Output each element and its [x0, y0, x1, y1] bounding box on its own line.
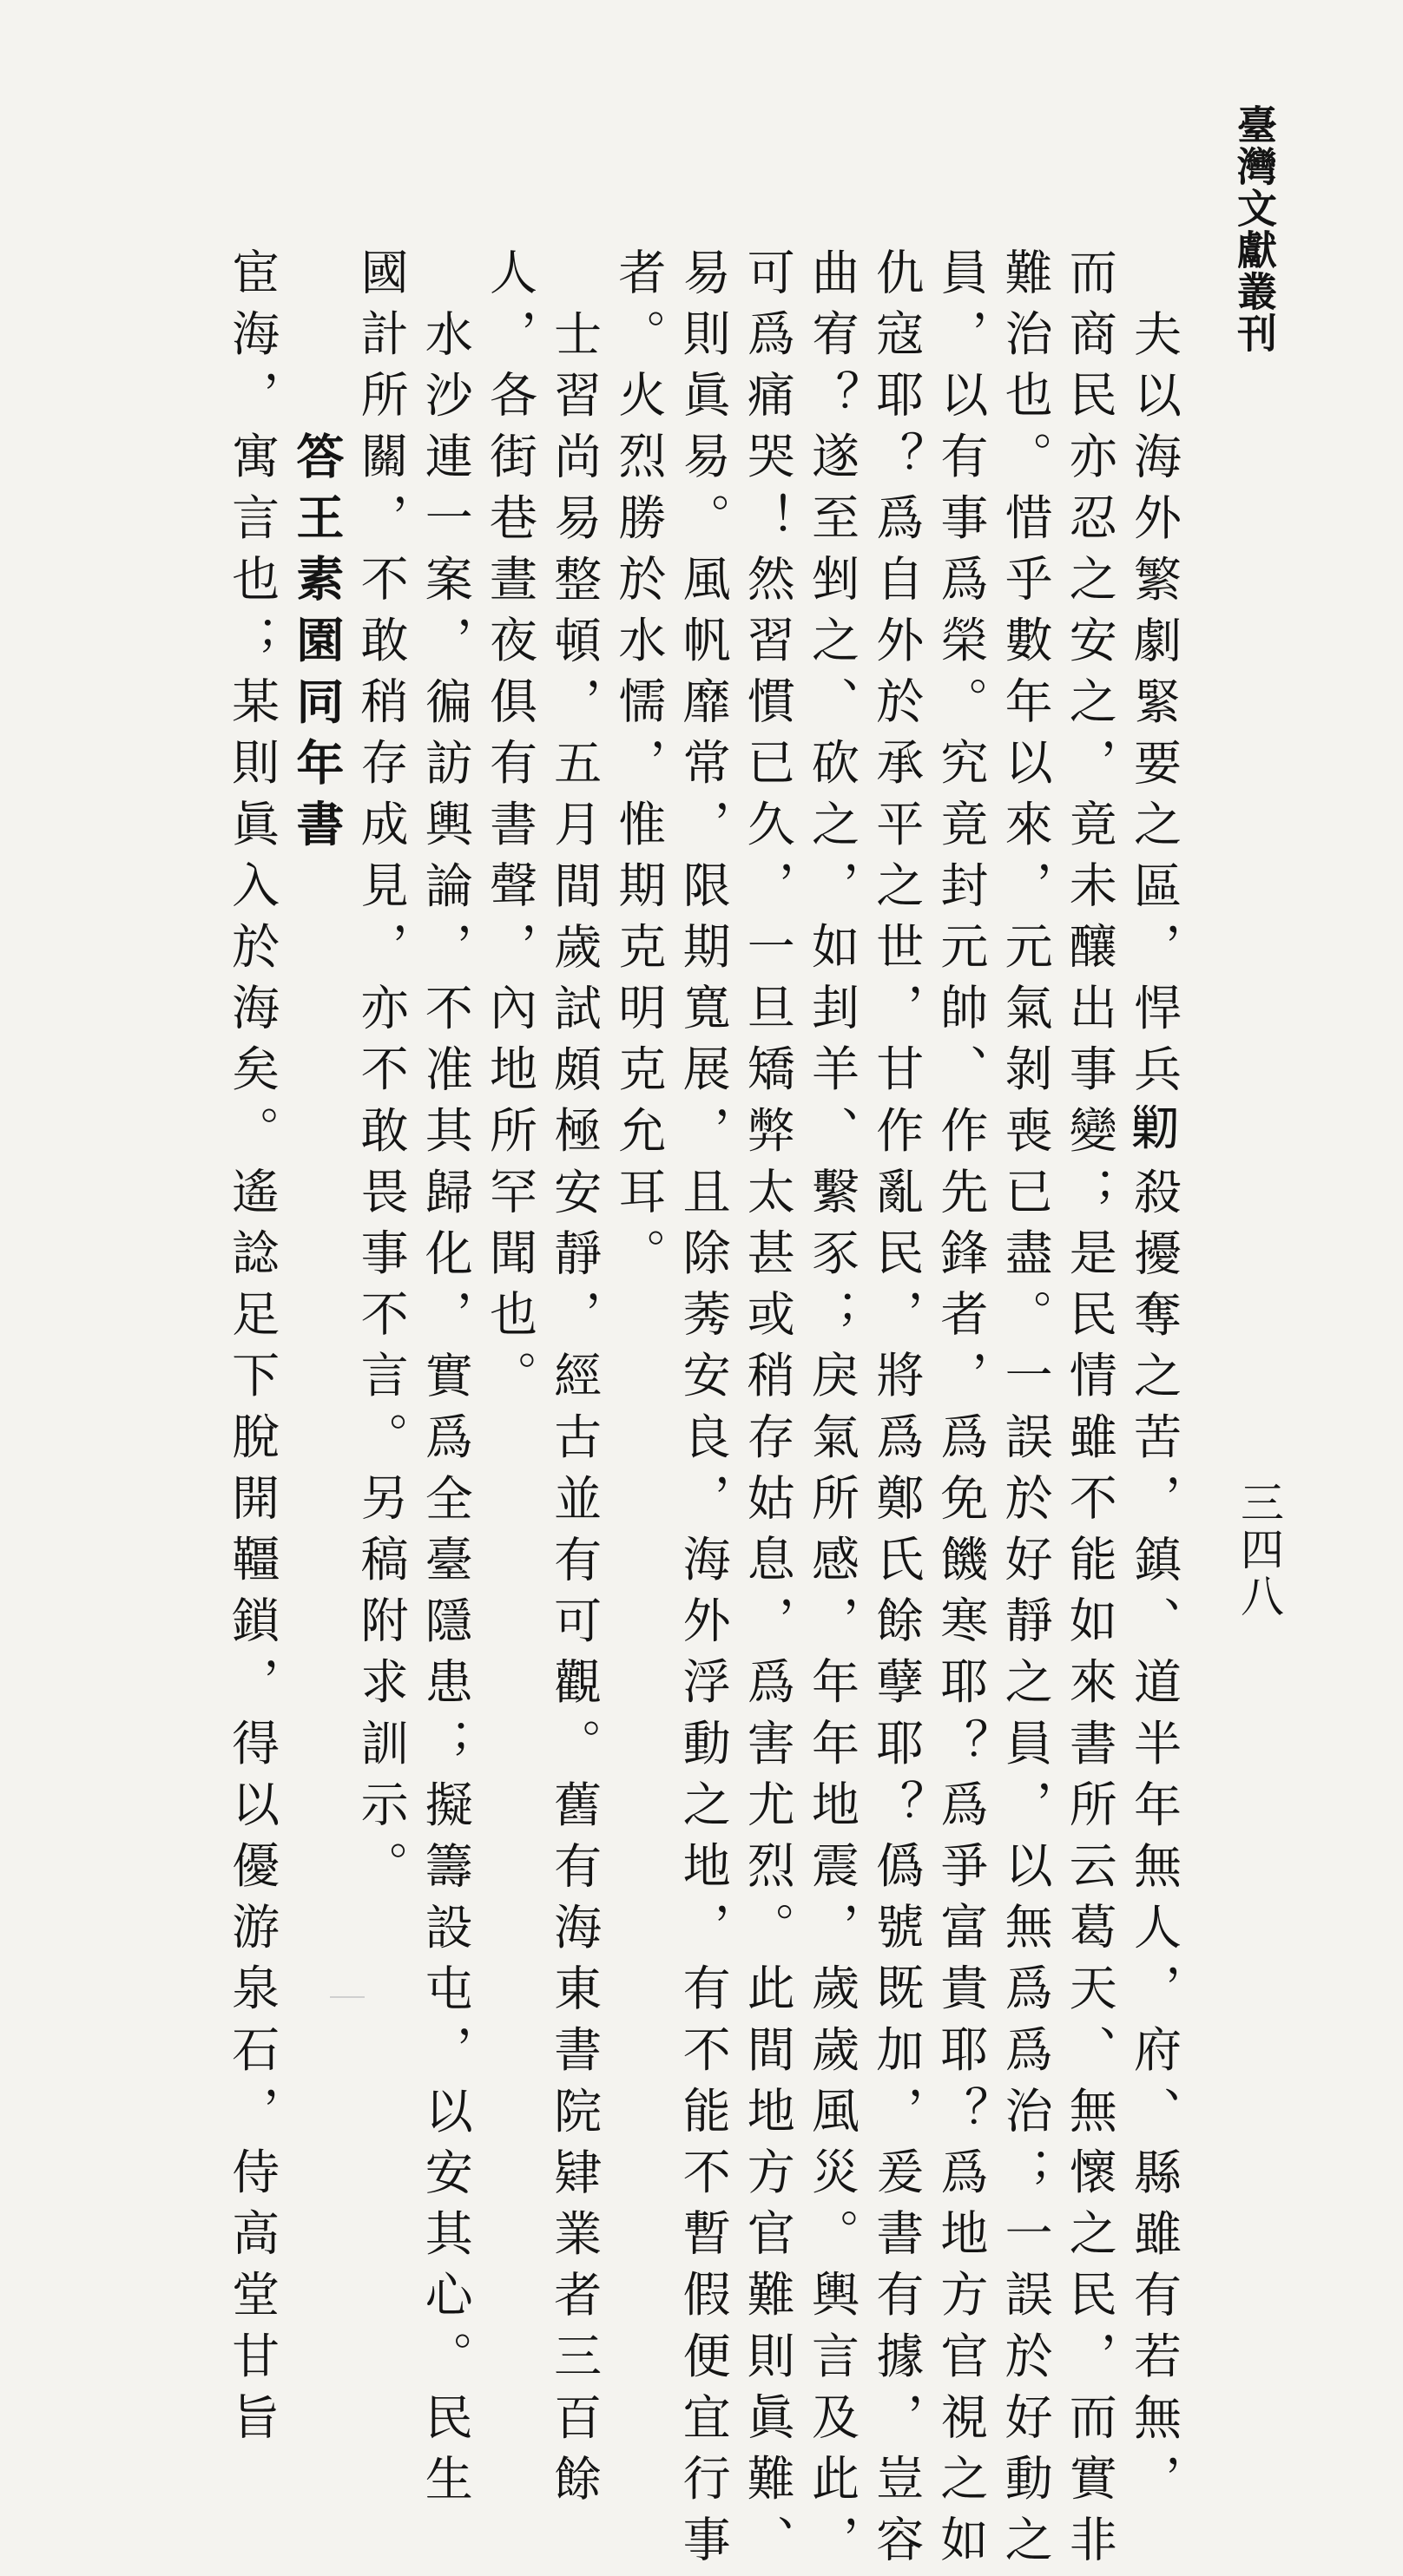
text-column: 士習尚易整頓，五月間歲試頗極安靜，經古並有可觀。舊有海東書院肄業者三百餘: [546, 308, 603, 2515]
book-title: 臺灣文獻叢刊: [1231, 104, 1278, 354]
text-column: 國計所關，不敢稍存成見，亦不敢畏事不言。另稿附求訓示。: [352, 247, 409, 1902]
text-column: 夫以海外繁劇緊要之區，悍兵𠞰殺擾奪之苦，鎮、道半年無人，府、縣雖有若無，: [1126, 308, 1182, 2515]
page-number: 三四八: [1234, 1480, 1284, 1620]
letter-heading: 答王素園同年書: [288, 430, 346, 860]
text-column: 仇寇耶？爲自外於承平之世，甘作亂民，將爲鄭氏餘孽耶？僞號既加，爰書有據，豈容: [868, 247, 925, 2576]
text-column: 人，各街巷晝夜俱有書聲，內地所罕聞也。: [481, 247, 537, 1412]
bottom-mark: [330, 1996, 365, 1998]
text-column: 員，以有事爲榮。究竟封元帥、作先鋒者，爲免饑寒耶？爲爭富貴耶？爲地方官視之如: [932, 247, 989, 2576]
text-column: 者。火烈勝於水懦，惟期克明克允耳。: [610, 247, 667, 1290]
text-column: 宦海，寓言也；某則眞入於海矣。遙諗足下脫開韁鎖，得以優游泉石，侍高堂甘旨: [224, 247, 280, 2454]
body-text: [220, 247, 1186, 2576]
text-column: 難治也。惜乎數年以來，元氣剝喪已盡。一誤於好靜之員，以無爲爲治；一誤於好動之: [997, 247, 1053, 2576]
text-column: 易則眞易。風帆靡常，限期寬展，且除莠安良，海外浮動之地，有不能不暫假便宜行事: [675, 247, 731, 2576]
text-column: 可爲痛哭！然習慣已久，一旦矯弊太甚或稍存姑息，爲害尤烈。此間地方官難則眞難、: [739, 247, 795, 2576]
text-column: 水沙連一案，徧訪輿論，不准其歸化，實爲全臺隱患；擬籌設屯，以安其心。民生: [417, 308, 473, 2515]
text-column: 而商民亦忍之安之，竟未釀出事變；是民情雖不能如來書所云葛天、無懷之民，而實非: [1061, 247, 1117, 2576]
text-column: 曲宥？遂至剉之、砍之，如刲羊、繫豕；戾氣所感，年年地震，歲歲風災。輿言及此，: [803, 247, 860, 2576]
